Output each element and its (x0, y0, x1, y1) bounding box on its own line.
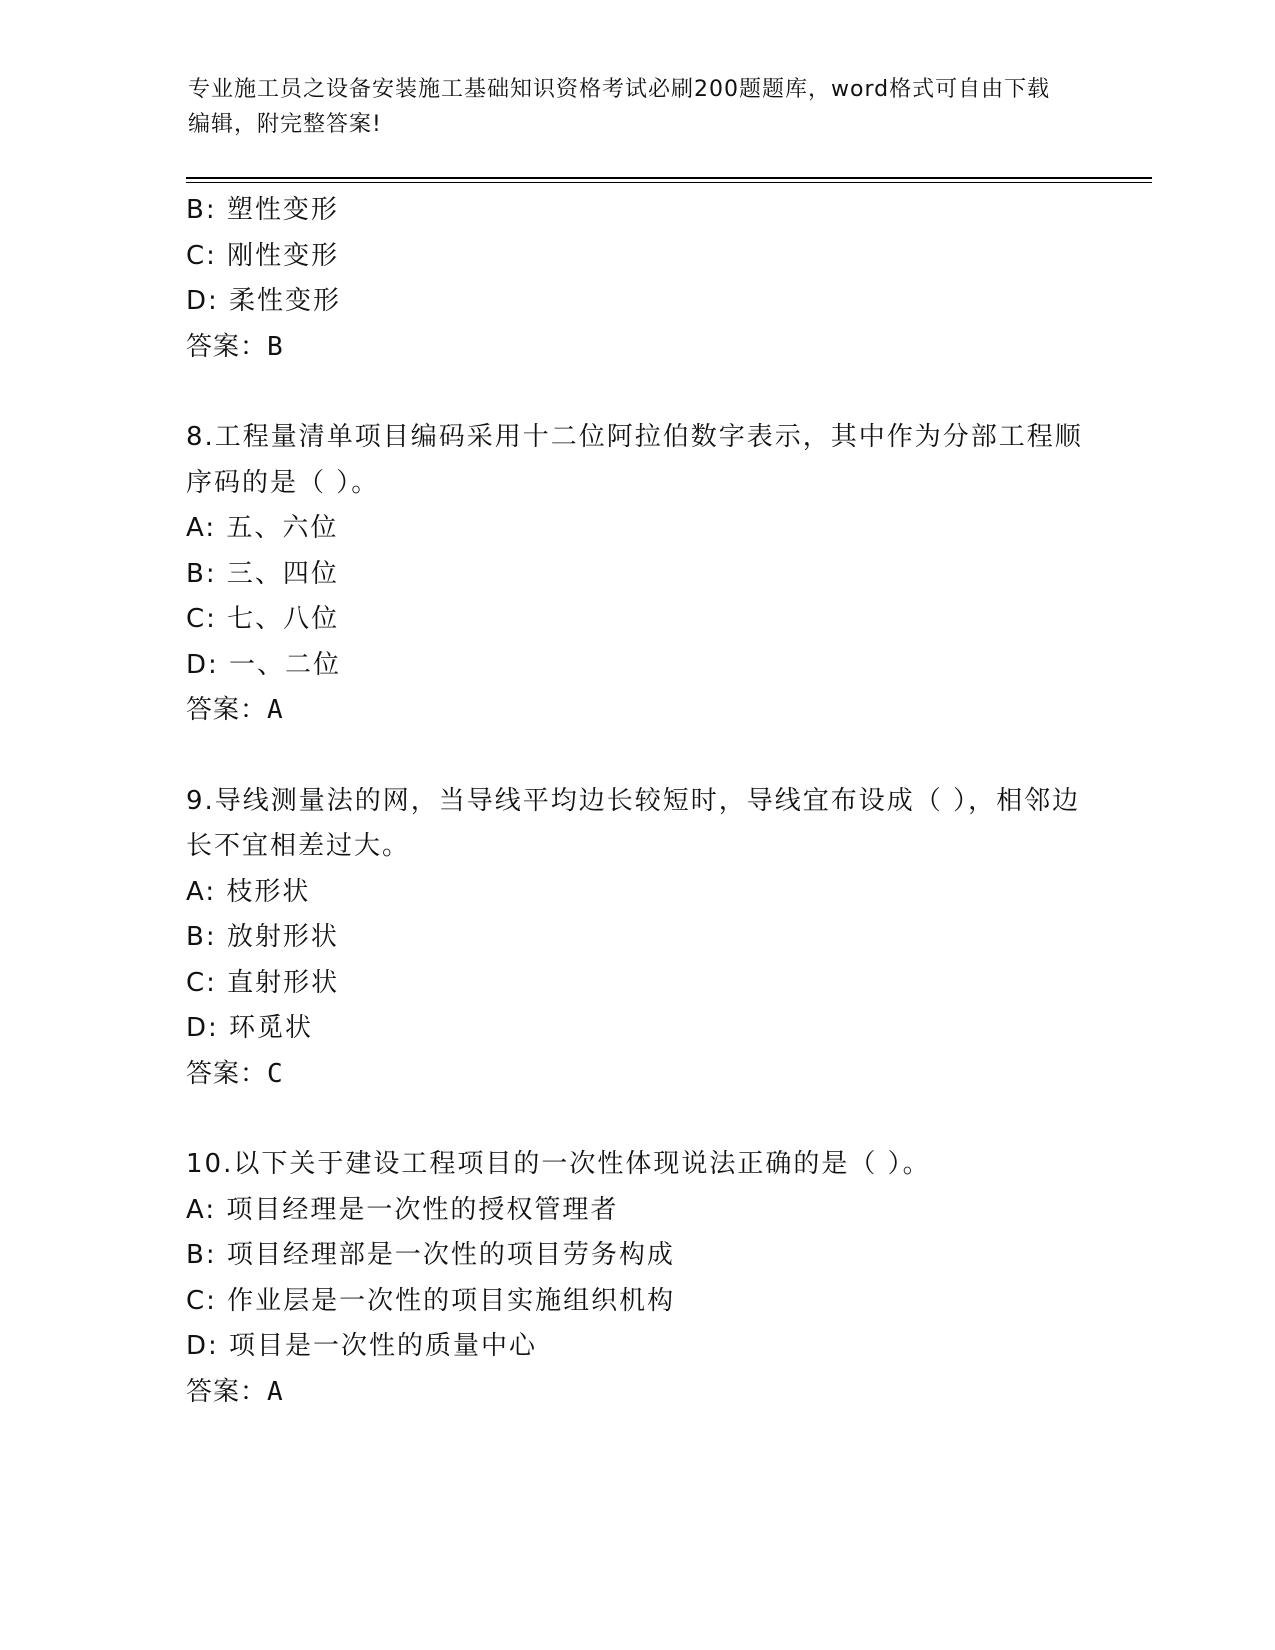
option-c: C: 作业层是一次性的项目实施组织机构 (186, 1285, 676, 1316)
option-b: B: 放射形状 (186, 922, 339, 952)
option-d: D: 项目是一次性的质量中心 (186, 1331, 538, 1361)
answer-line (186, 325, 1086, 371)
answer-value: A (267, 1376, 284, 1407)
answer-label: 答案： (186, 1376, 268, 1407)
option-d: D: 一、二位 (186, 649, 342, 680)
option-d: D: 柔性变形 (186, 286, 342, 316)
option-a: A: 枝形状 (186, 876, 311, 907)
question-stem: 9.导线测量法的网，当导线平均边长较短时，导线宜布设成（ ），相邻边长不宜相差过大。 (186, 785, 1081, 861)
question-8 (186, 415, 1086, 734)
answer-value: B (267, 331, 284, 362)
answer-value: C (267, 1058, 284, 1089)
question-7-tail (186, 188, 1086, 370)
header-divider-thin (186, 182, 1152, 183)
answer-label: 答案： (186, 1058, 268, 1089)
option-b: B: 三、四位 (186, 558, 339, 589)
question-stem: 10.以下关于建设工程项目的一次性体现说法正确的是（ ）。 (186, 1149, 931, 1179)
option-a: A: 项目经理是一次性的授权管理者 (186, 1194, 619, 1225)
answer-line (186, 688, 1086, 734)
answer-line (186, 1052, 1086, 1098)
document-header: 专业施工员之设备安装施工基础知识资格考试必刷200题题库，word格式可自由下载编辑，附完整答案! (188, 77, 1051, 137)
option-c: C: 刚性变形 (186, 240, 340, 271)
answer-line (186, 1370, 1086, 1416)
header-divider-thick (186, 177, 1152, 179)
option-d: D: 环觅状 (186, 1013, 314, 1043)
option-a: A: 五、六位 (186, 513, 339, 543)
question-stem: 8.工程量清单项目编码采用十二位阿拉伯数字表示，其中作为分部工程顺序码的是（ ）。 (186, 422, 1083, 498)
document-body (186, 188, 1086, 1415)
option-c: C: 直射形状 (186, 967, 340, 998)
answer-label: 答案： (186, 331, 268, 362)
answer-value: A (267, 695, 284, 725)
question-10 (186, 1142, 1086, 1415)
question-9 (186, 779, 1086, 1098)
option-c: C: 七、八位 (186, 604, 340, 634)
option-b: B: 塑性变形 (186, 195, 339, 225)
option-b: B: 项目经理部是一次性的项目劳务构成 (186, 1240, 675, 1270)
answer-label: 答案： (186, 695, 268, 725)
